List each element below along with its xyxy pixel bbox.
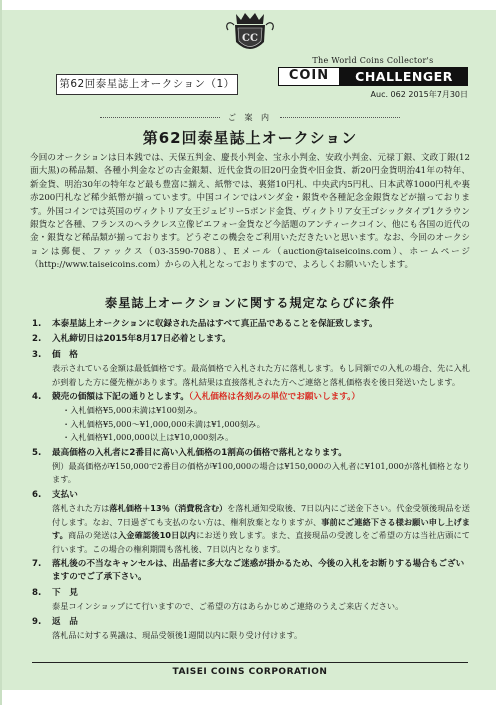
rule-item xyxy=(32,318,470,331)
rule-item xyxy=(32,489,470,556)
rule-number: 5. xyxy=(32,447,42,458)
increment-bullet: ・入札価格¥1,000,000以上は¥10,000刻み。 xyxy=(62,432,234,443)
rule-item xyxy=(32,616,470,643)
scan-top-margin xyxy=(2,0,496,10)
rule-heading: 最高価格の入札者に2番目に高い入札価格の1割高の価格で落札となります。 xyxy=(52,447,347,458)
rule-heading: 返 品 xyxy=(52,616,78,627)
intro-text: 今回のオークションは日本銭では、天保五判金、慶長小判金、宝永小判金、安政小判金、元禄丁銀、文政丁銀(12面大黒)の稀品類、各種小判金などの古金銀類、近代金貨の旧20円金貨や旧金貨、新20円金貨明治41年の特年、新金貨、明治30年の特年など最も豊富に揃え、紙幣では、裏猪10円札、中央武内5円札、日本武尊1000円札や裏赤200円札など稀少紙幣が揃っています。中国コインではパンダ金・銀貨や各種記念金銀貨などが揃っております。外国コインでは英国のヴィクトリア女王ジュビリー5ポンド金貨、ヴィクトリア女王ゴシックタイプ1クラウン銀貨など各種、フランスのヘラクレス立像ピエフォー金貨など今話題のアンティークコイン、他にも各国の近代の金・銀貨など稀品類が揃っております。どうぞこの機会をご利用いただきたいと思います。なお、今回のオークションは郵便、ファックス（03-3590-7088）、Eメール（auction@taiseicoins.com）、ホームページ（http://www.taiseicoins.com）からの入札となっておりますので、よろしくお願いいたします。 xyxy=(30,153,470,271)
divider xyxy=(280,117,400,118)
rule-body: 落札品に対する異議は、現品受領後1週間以内に限り受け付けます。 xyxy=(52,629,303,640)
rule-body xyxy=(52,502,470,556)
increment-bullet: ・入札価格¥5,000～¥1,000,000未満は¥1,000刻み。 xyxy=(62,418,265,429)
rule-heading: 支払い xyxy=(52,489,78,500)
auction-title-box: 第62回泰星誌上オークション（1） xyxy=(56,74,238,95)
payment-text: を落札通知受取後、7日以内にご送金下さい。代金受領後現品を送付します。なお、7日過ぎても支払のない方は、権利放棄となりますが、 xyxy=(52,503,470,527)
rules-list xyxy=(32,318,470,644)
rule-item xyxy=(32,447,470,487)
brand-tagline: The World Coins Collector's xyxy=(312,56,434,65)
rule-item xyxy=(32,587,470,614)
rule-number: 1. xyxy=(32,319,42,329)
logo-coin-text: COIN xyxy=(278,67,340,86)
shipping-deadline: 入金確認後10日以内 xyxy=(117,530,197,541)
footer-divider xyxy=(32,662,468,663)
rule-number: 2. xyxy=(32,334,42,345)
payment-text: 落札された方は xyxy=(52,503,110,514)
guide-label: ご 案 内 xyxy=(227,113,273,122)
crest-letters: CC xyxy=(242,33,258,44)
rule-number: 3. xyxy=(32,349,42,360)
payment-amount: 落札価格＋13％（消費税含む） xyxy=(109,503,228,514)
logo-challenger-text: CHALLENGER xyxy=(340,67,468,86)
rule-heading: 入札締切日は2015年8月17日必着とします。 xyxy=(52,334,231,345)
rules-heading: 泰星誌上オークションに関する規定ならびに条件 xyxy=(105,296,395,310)
rule-body: 例）最高価格が¥150,000で2番目の価格が¥100,000の場合は¥150,000の入札者に¥101,000が落札価格となります。 xyxy=(52,461,470,485)
rule-item xyxy=(32,349,470,389)
rule-heading xyxy=(52,391,470,404)
brand-block xyxy=(278,56,468,100)
crest-logo-icon xyxy=(222,10,278,58)
coin-challenger-logo xyxy=(278,67,468,86)
increment-bullet: ・入札価格¥5,000未満は¥100刻み。 xyxy=(62,405,203,416)
bid-increment-note: （入札価格は各刻みの単位でお願いします。） xyxy=(188,392,361,403)
rule-number: 4. xyxy=(32,392,42,403)
rule-number: 8. xyxy=(32,587,42,598)
page-title: 第62回泰星誌上オークション xyxy=(142,129,358,147)
scan-bottom-margin xyxy=(2,690,496,705)
rule-item xyxy=(32,391,470,445)
rule-heading: 本泰星誌上オークションに収録された品はすべて真正品であることを保証致します。 xyxy=(52,319,378,329)
rule-heading: 落札後の不当なキャンセルは、出品者に多大なご迷惑が掛かるため、今後の入札をお断りする場合もございますのでご了承下さい。 xyxy=(52,558,465,583)
payment-text: にお送り致します。また、直接現品の受渡しをご希望の方は当社店頭にて行います。この場合の権利期間も落札後、7日以内となります。 xyxy=(52,530,470,554)
rule-heading: 価 格 xyxy=(52,349,78,360)
rule-heading: 下 見 xyxy=(52,587,78,598)
rule-item xyxy=(32,333,470,346)
rule-body: 泰星コインショップにて行いますので、ご希望の方はあらかじめご連絡のうえご来店ください。 xyxy=(52,601,404,612)
rule-number: 7. xyxy=(32,558,42,569)
guide-heading xyxy=(2,112,496,123)
rule-number: 9. xyxy=(32,616,42,627)
intro-paragraph xyxy=(30,152,470,273)
rule-heading-text: 競売の価額は下記の通りとします。 xyxy=(52,392,189,403)
rule-number: 6. xyxy=(32,489,42,500)
rule-item xyxy=(32,558,470,585)
payment-text: 商品の発送は xyxy=(68,530,118,541)
payment-contact-note: 事前にご連絡下さる様お願い申し上げます。 xyxy=(52,516,470,541)
footer-company: TAISEI COINS CORPORATION xyxy=(172,667,328,677)
issue-date: Auc. 062 2015年7月30日 xyxy=(370,90,468,99)
divider xyxy=(100,117,220,118)
rule-body: 表示されている金額は最低価格です。最高価格で入札された方に落札します。もし同額での入札の場合、先に入札が到着した方に優先権があります。落札結果は直接落札された方へご連絡と落札価格表を後日発送いたします。 xyxy=(52,363,470,387)
